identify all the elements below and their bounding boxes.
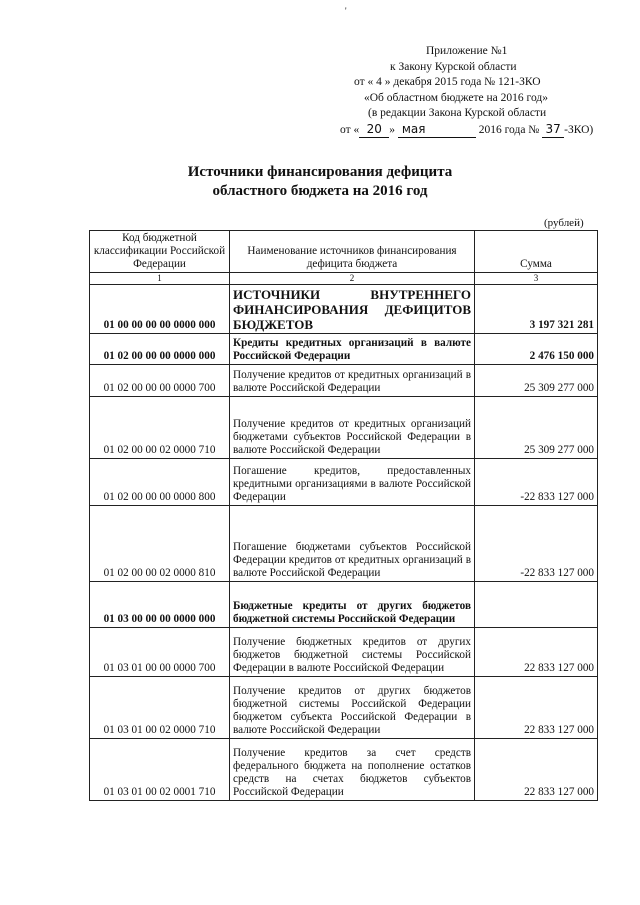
- row-sum: 2 476 150 000: [475, 334, 598, 365]
- row-name: Получение кредитов за счет средств федерального бюджета на пополнение остатков средств на счетах бюджетов субъектов Российской Федерации: [230, 739, 475, 801]
- amend-prefix: от «: [340, 123, 360, 136]
- table-row: [90, 285, 598, 334]
- table-row: [90, 334, 598, 365]
- column-number-row: [90, 273, 598, 285]
- header-code: Код бюджетной классификации Российской Федерации: [90, 231, 230, 273]
- amend-number: 37: [542, 122, 564, 139]
- title-line-1: Источники финансирования дефицита: [187, 164, 453, 180]
- table-row: [90, 459, 598, 506]
- row-code: 01 03 01 00 02 0001 710: [90, 739, 230, 801]
- row-code: 01 03 01 00 02 0000 710: [90, 677, 230, 739]
- title-line-2: областного бюджета на 2016 год: [212, 183, 428, 199]
- row-name: Погашение бюджетами субъектов Российской Федерации кредитов от кредитных организаций в валюте Российской Федерации: [230, 506, 475, 582]
- row-sum: 25 309 277 000: [475, 397, 598, 459]
- scan-speck: ': [345, 6, 347, 16]
- amend-mid: »: [389, 123, 395, 136]
- row-name: Получение кредитов от кредитных организаций в валюте Российской Федерации: [230, 365, 475, 397]
- row-name: Получение кредитов от кредитных организаций бюджетами субъектов Российской Федерации в валюте Российской Федерации: [230, 397, 475, 459]
- appendix-amendment: [330, 122, 630, 139]
- header-sum: Сумма: [475, 231, 598, 273]
- row-sum: 25 309 277 000: [475, 365, 598, 397]
- financing-sources-table: [89, 230, 598, 801]
- col-number-1: 1: [90, 273, 230, 285]
- table-row: [90, 739, 598, 801]
- appendix-law-title: «Об областном бюджете на 2016 год»: [364, 91, 548, 104]
- row-code: 01 02 00 00 00 0000 800: [90, 459, 230, 506]
- row-name: Получение бюджетных кредитов от других бюджетов бюджетной системы Российской Федерации в валюте Российской Федерации: [230, 628, 475, 677]
- units-label: (рублей): [544, 217, 584, 229]
- appendix-block: [330, 44, 630, 138]
- table-row: [90, 677, 598, 739]
- row-code: 01 02 00 00 02 0000 810: [90, 506, 230, 582]
- table-row: [90, 365, 598, 397]
- row-code: 01 03 00 00 00 0000 000: [90, 582, 230, 628]
- table-header-row: [90, 231, 598, 273]
- appendix-edition: (в редакции Закона Курской области: [368, 107, 547, 119]
- appendix-law: к Закону Курской области: [390, 60, 517, 73]
- table-row: [90, 397, 598, 459]
- amend-day: 20: [359, 122, 389, 139]
- row-name: Получение кредитов от других бюджетов бюджетной системы Российской Федерации бюджетом субъекта Российской Федерации в валюте Российской Федерации: [230, 677, 475, 739]
- row-sum: 22 833 127 000: [475, 739, 598, 801]
- amend-year: 2016 года №: [478, 123, 540, 136]
- row-name: ИСТОЧНИКИ ВНУТРЕННЕГО ФИНАНСИРОВАНИЯ ДЕФИЦИТОВ БЮДЖЕТОВ: [230, 285, 475, 334]
- row-code: 01 03 01 00 00 0000 700: [90, 628, 230, 677]
- row-name: Погашение кредитов, предоставленных кредитными организациями в валюте Российской Федерации: [230, 459, 475, 506]
- appendix-law-date: от « 4 » декабря 2015 года № 121-ЗКО: [354, 76, 541, 88]
- row-sum: [475, 582, 598, 628]
- row-code: 01 02 00 00 02 0000 710: [90, 397, 230, 459]
- appendix-number: Приложение №1: [426, 45, 508, 57]
- row-sum: -22 833 127 000: [475, 459, 598, 506]
- col-number-3: 3: [475, 273, 598, 285]
- amend-month: мая: [398, 122, 476, 139]
- row-sum: 22 833 127 000: [475, 628, 598, 677]
- row-code: 01 02 00 00 00 0000 000: [90, 334, 230, 365]
- header-name: Наименование источников финансирования дефицита бюджета: [230, 231, 475, 273]
- row-code: 01 00 00 00 00 0000 000: [90, 285, 230, 334]
- row-name: Кредиты кредитных организаций в валюте Российской Федерации: [230, 334, 475, 365]
- document-title: [0, 163, 640, 201]
- row-sum: 22 833 127 000: [475, 677, 598, 739]
- row-code: 01 02 00 00 00 0000 700: [90, 365, 230, 397]
- amend-suffix: -ЗКО): [564, 123, 594, 136]
- row-sum: 3 197 321 281: [475, 285, 598, 334]
- col-number-2: 2: [230, 273, 475, 285]
- row-name: Бюджетные кредиты от других бюджетов бюджетной системы Российской Федерации: [230, 582, 475, 628]
- table-row: [90, 582, 598, 628]
- table-row: [90, 628, 598, 677]
- table-row: [90, 506, 598, 582]
- row-sum: -22 833 127 000: [475, 506, 598, 582]
